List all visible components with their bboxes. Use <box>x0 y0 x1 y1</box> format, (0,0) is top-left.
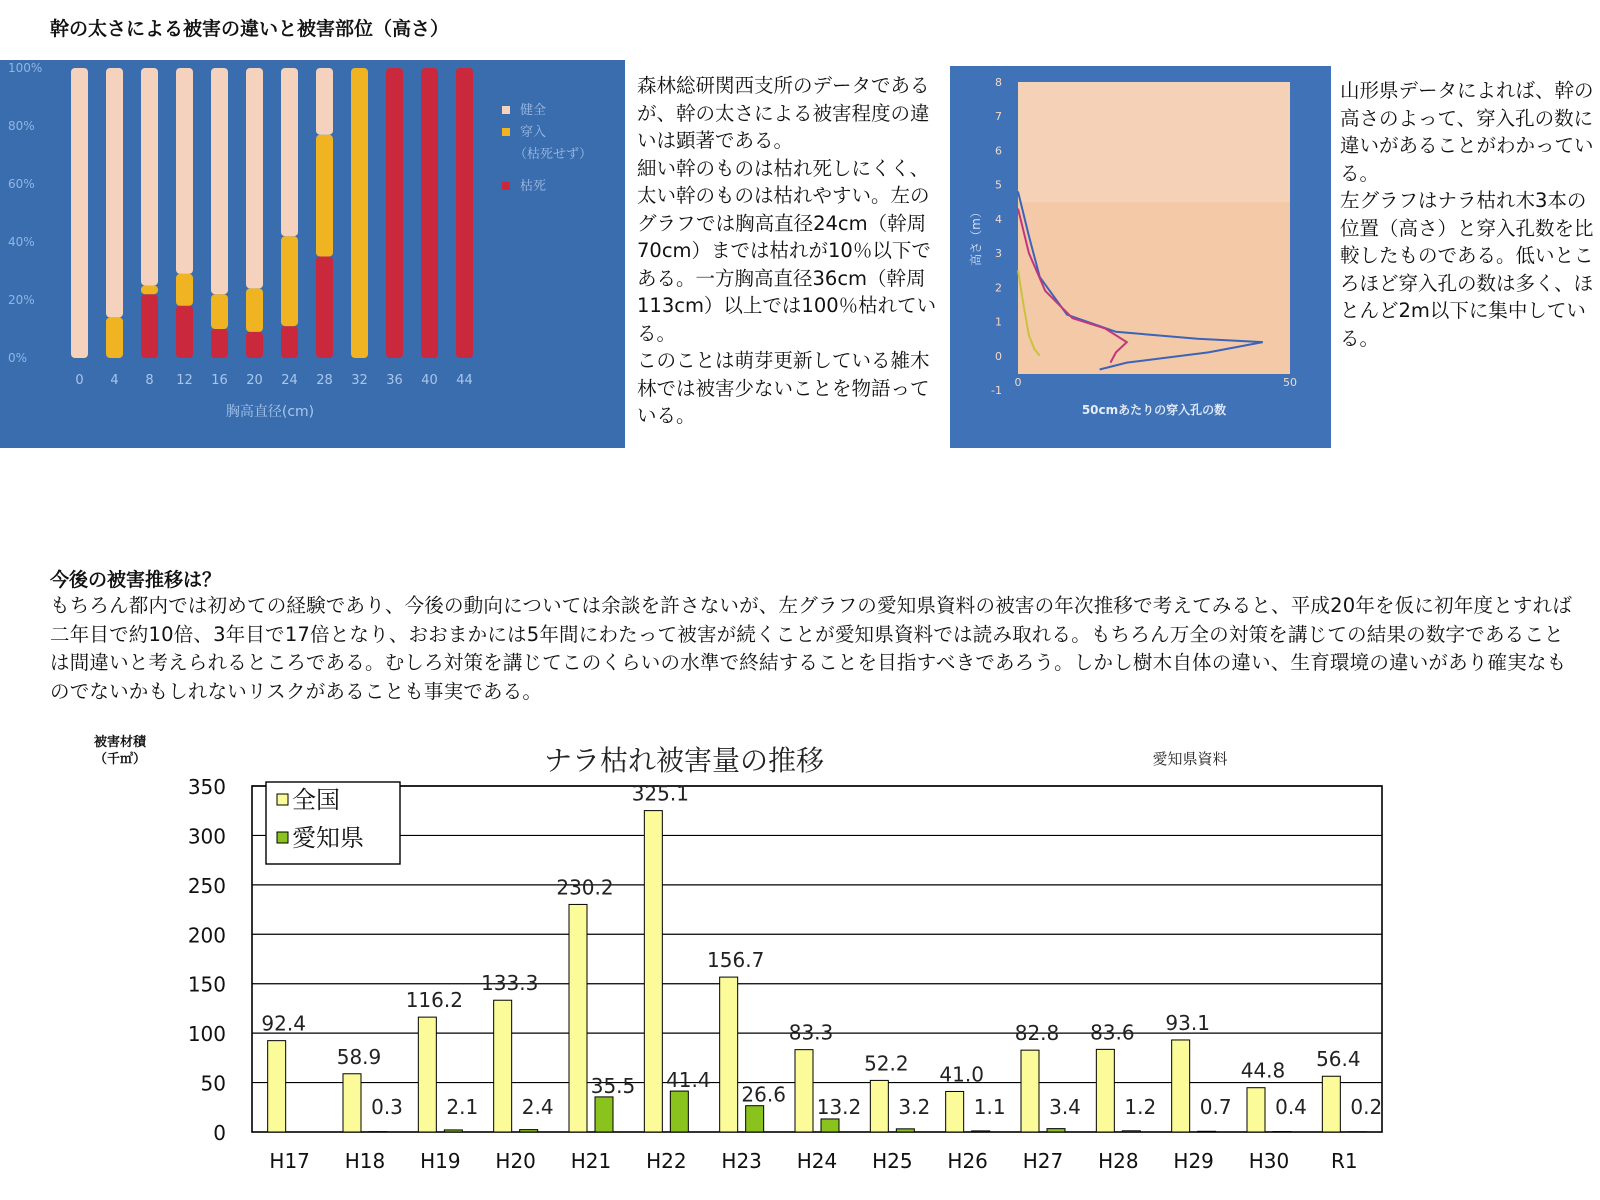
oak-wilt-chart-svg <box>80 730 1390 1190</box>
data-label: 13.2 <box>816 1095 862 1119</box>
y-tick-label: 20% <box>8 293 35 307</box>
x-tick-label: 24 <box>281 373 298 388</box>
x-tick-label: 28 <box>316 373 333 388</box>
trunk-diameter-chart-svg <box>0 60 625 448</box>
stacked-bar-segment <box>386 68 403 358</box>
data-label: 52.2 <box>864 1051 909 1076</box>
stacked-bar-segment <box>246 332 263 358</box>
x-tick-label: H27 <box>1022 1149 1064 1173</box>
y-tick-label: 0 <box>213 1121 226 1145</box>
y-tick-label: 2 <box>995 281 1002 295</box>
bar <box>595 1097 613 1132</box>
bar <box>1122 1131 1140 1132</box>
stacked-bar-segment <box>246 288 263 332</box>
bar <box>644 811 662 1132</box>
x-tick-label: 36 <box>386 373 403 388</box>
x-tick-label: 8 <box>145 373 154 388</box>
legend-label: 穿入 <box>520 125 547 140</box>
x-tick-label: 40 <box>421 373 438 388</box>
x-tick-label: H25 <box>872 1149 913 1173</box>
stacked-bar-segment <box>281 236 298 326</box>
y-tick-label: 5 <box>995 178 1002 192</box>
stacked-bar-segment <box>456 68 473 358</box>
stacked-bar-segment <box>211 329 228 358</box>
x-tick-label: 16 <box>211 373 228 388</box>
y-tick-label: 100 <box>187 1022 226 1047</box>
legend-label: （枯死せず） <box>514 147 593 162</box>
data-label: 325.1 <box>631 781 689 806</box>
x-tick-label: 0 <box>1014 376 1022 389</box>
stacked-bar-segment <box>281 326 298 358</box>
x-tick-label: H26 <box>947 1149 988 1173</box>
y-tick-label: 4 <box>995 212 1002 226</box>
legend-swatch <box>502 106 510 114</box>
data-label: 0.3 <box>371 1095 403 1119</box>
stacked-bar-segment <box>211 68 228 294</box>
data-label: 2.1 <box>446 1095 479 1119</box>
bar <box>1021 1050 1039 1132</box>
y-tick-label: 1 <box>995 315 1002 329</box>
legend-swatch <box>277 794 288 805</box>
x-tick-label: H19 <box>420 1149 461 1173</box>
stacked-bar-segment <box>71 68 88 358</box>
data-label: 92.4 <box>261 1011 306 1036</box>
data-label: 56.4 <box>1316 1047 1361 1072</box>
chart-source: 愛知県資料 <box>1152 750 1228 768</box>
x-tick-label: H30 <box>1248 1149 1290 1173</box>
entry-hole-chart-svg <box>950 66 1331 448</box>
bar <box>268 1041 286 1132</box>
bar <box>418 1017 436 1132</box>
x-tick-label: 12 <box>176 373 193 388</box>
data-label: 41.0 <box>939 1062 984 1087</box>
y-tick-label: 150 <box>187 972 226 997</box>
bar <box>795 1050 813 1132</box>
y-tick-label: 60% <box>8 177 35 191</box>
y-tick-label: 7 <box>995 110 1002 124</box>
y-tick-label: -1 <box>991 384 1002 397</box>
bar <box>1322 1076 1340 1132</box>
x-tick-label: H20 <box>495 1149 536 1173</box>
y-tick-label: 0 <box>995 349 1002 363</box>
trunk-diameter-damage-chart <box>0 60 625 448</box>
stacked-bar-segment <box>316 68 333 135</box>
data-label: 0.2 <box>1350 1095 1383 1119</box>
x-tick-label: H28 <box>1098 1149 1139 1173</box>
y-tick-label: 80% <box>8 119 35 133</box>
data-label: 44.8 <box>1240 1058 1286 1083</box>
stacked-bar-segment <box>246 68 263 288</box>
data-label: 83.3 <box>788 1020 834 1045</box>
oak-wilt-damage-chart <box>80 730 1390 1190</box>
y-axis-label: 被害材積 <box>93 735 147 750</box>
stacked-bar-segment <box>106 68 123 317</box>
plot-area-highlight <box>1018 82 1290 202</box>
bar <box>1096 1049 1114 1132</box>
bar <box>670 1091 688 1132</box>
y-tick-label: 50 <box>200 1071 226 1096</box>
data-label: 26.6 <box>741 1082 786 1107</box>
x-tick-label: H18 <box>344 1149 386 1173</box>
stacked-bar-segment <box>211 294 228 329</box>
stacked-bar-segment <box>351 68 368 358</box>
y-tick-label: 250 <box>187 873 226 898</box>
data-label: 41.4 <box>666 1068 711 1093</box>
data-label: 230.2 <box>556 875 614 900</box>
bar <box>896 1129 914 1132</box>
y-tick-label: 100% <box>8 61 43 75</box>
legend-label: 愛知県 <box>292 824 364 852</box>
y-tick-label: 350 <box>187 775 226 799</box>
bar <box>569 904 587 1132</box>
stacked-bar-segment <box>141 294 158 358</box>
stacked-bar-segment <box>316 135 333 257</box>
bar <box>444 1130 462 1132</box>
bar <box>494 1000 512 1132</box>
data-label: 0.4 <box>1275 1095 1307 1119</box>
data-label: 3.4 <box>1049 1095 1081 1119</box>
bar <box>972 1131 990 1132</box>
y-tick-label: 8 <box>995 76 1002 89</box>
chart-title: ナラ枯れ被害量の推移 <box>543 744 825 777</box>
x-tick-label: H17 <box>269 1149 310 1173</box>
y-tick-label: 6 <box>995 144 1002 158</box>
x-axis-label: 胸高直径(cm) <box>225 404 315 420</box>
data-label: 0.7 <box>1199 1095 1232 1119</box>
stacked-bar-segment <box>106 317 123 358</box>
x-tick-label: 32 <box>351 373 368 388</box>
data-label: 82.8 <box>1014 1021 1060 1046</box>
y-axis-label: 高さ（m） <box>969 206 983 266</box>
section1-heading: 幹の太さによる被害の違いと被害部位（高さ） <box>50 18 450 40</box>
data-label: 3.2 <box>898 1095 931 1119</box>
x-tick-label: R1 <box>1331 1149 1358 1173</box>
x-tick-label: H21 <box>570 1149 612 1173</box>
height-paragraph: 山形県データによれば、幹の高さのよって、穿入孔の数に違いがあることがわかっている。 左グラフはナラ枯れ木3本の位置（高さ）と穿入孔数を比較したものである。低いところほど穿入孔の数は多く、ほとんど2m以下に集中している。 <box>1340 79 1594 350</box>
bar <box>1247 1088 1265 1132</box>
stacked-bar-segment <box>176 68 193 274</box>
x-tick-label: 4 <box>110 373 119 388</box>
bar <box>746 1106 764 1132</box>
y-tick-label: 40% <box>8 235 35 249</box>
legend-swatch <box>502 182 510 190</box>
data-label: 133.3 <box>481 971 539 996</box>
data-label: 116.2 <box>405 988 463 1013</box>
data-label: 35.5 <box>590 1073 636 1098</box>
data-label: 2.4 <box>521 1095 554 1119</box>
x-axis-label: 50cmあたりの穿入孔の数 <box>1081 403 1227 417</box>
x-tick-label: 0 <box>75 373 84 388</box>
legend-label: 健全 <box>520 103 547 118</box>
bar <box>821 1119 839 1132</box>
stacked-bar-segment <box>176 274 193 306</box>
trunk-diameter-paragraph: 森林総研関西支所のデータであるが、幹の太さによる被害程度の違いは顕著である。 細い幹のものは枯れ死しにくく、太い幹のものは枯れやすい。左のグラフでは胸高直径24cm（幹周70cm）までは枯れが10％以下である。一方胸高直径36cm（幹周113cm）以上では100％枯れている。 このことは萌芽更新している雑木林では被害少ないことを物語っている。 <box>637 74 937 427</box>
x-tick-label: 50 <box>1283 376 1297 389</box>
stacked-bar-segment <box>176 306 193 358</box>
bar <box>1198 1131 1216 1132</box>
y-tick-label: 200 <box>187 923 226 948</box>
bar <box>946 1091 964 1132</box>
bar <box>1047 1129 1065 1132</box>
bar <box>520 1130 538 1132</box>
data-label: 1.2 <box>1124 1095 1157 1119</box>
x-tick-label: H29 <box>1173 1149 1214 1173</box>
x-tick-label: H23 <box>721 1149 762 1173</box>
legend-label: 枯死 <box>520 179 547 194</box>
data-label: 1.1 <box>973 1095 1006 1119</box>
bar <box>720 977 738 1132</box>
stacked-bar-segment <box>421 68 438 358</box>
legend-label: 全国 <box>292 786 340 814</box>
bar <box>870 1080 888 1132</box>
entry-hole-height-chart <box>950 66 1331 448</box>
x-tick-label: 44 <box>456 373 473 388</box>
y-tick-label: 3 <box>995 247 1002 261</box>
y-axis-unit: （千㎥） <box>93 752 147 767</box>
x-tick-label: H24 <box>796 1149 838 1173</box>
legend-swatch <box>277 832 288 843</box>
y-tick-label: 300 <box>187 824 226 849</box>
y-tick-label: 0% <box>8 351 28 365</box>
bar <box>343 1074 361 1132</box>
legend-swatch <box>502 128 510 136</box>
data-label: 58.9 <box>336 1044 382 1069</box>
stacked-bar-segment <box>316 257 333 359</box>
data-label: 156.7 <box>707 948 765 973</box>
x-tick-label: H22 <box>646 1149 687 1173</box>
future-trend-paragraph: もちろん都内では初めての経験であり、今後の動向については余談を許さないが、左グラフの愛知県資料の被害の年次推移で考えてみると、平成20年を仮に初年度とすれば二年目で約10倍、3年目で17倍となり、おおまかには5年間にわたって被害が続くことが愛知県資料では読み取れる。もちろん万全の対策を講じての結果の数字であることは間違いと考えられるところである。むしろ対策を講じてこのくらいの水準で終結することを目指すべきであろう。しかし樹木自体の違い、生育環境の違いがあり確実なものでないかもしれないリスクがあることも事実である。 <box>50 594 1573 703</box>
bar <box>1172 1040 1190 1132</box>
stacked-bar-segment <box>141 68 158 286</box>
section2-heading: 今後の被害推移は？ <box>50 569 222 591</box>
x-tick-label: 20 <box>246 373 263 388</box>
stacked-bar-segment <box>141 286 158 295</box>
data-label: 93.1 <box>1165 1010 1210 1035</box>
stacked-bar-segment <box>281 68 298 236</box>
data-label: 83.6 <box>1090 1020 1135 1045</box>
